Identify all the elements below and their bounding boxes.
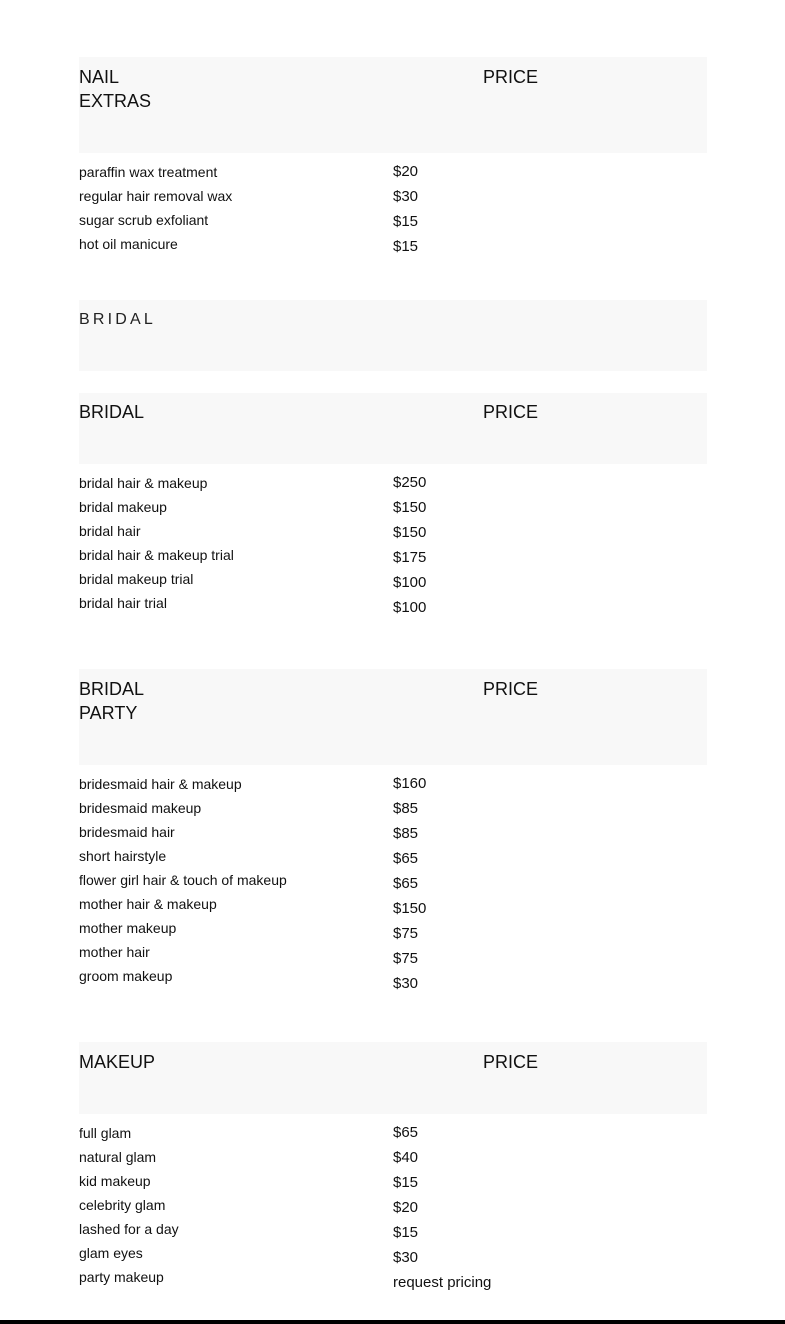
bridal-party-title <box>79 678 144 725</box>
service-price: $175 <box>393 549 427 566</box>
title-line: NAIL <box>79 67 120 87</box>
service-price: $75 <box>393 925 419 942</box>
service-name: mother hair <box>79 944 150 960</box>
service-name: paraffin wax treatment <box>79 164 218 180</box>
service-price: $20 <box>393 1199 419 1216</box>
service-price: $65 <box>393 850 419 867</box>
service-name: bridal hair <box>79 523 141 539</box>
service-price: $20 <box>393 163 419 180</box>
bridal-party-header <box>79 669 707 765</box>
price-column-header: PRICE <box>483 67 539 87</box>
makeup-title: MAKEUP <box>79 1052 156 1072</box>
service-price: $250 <box>393 474 427 491</box>
service-price: $65 <box>393 875 419 892</box>
service-name: mother hair & makeup <box>79 896 217 912</box>
service-price: $150 <box>393 524 427 541</box>
service-price: $30 <box>393 188 419 205</box>
service-price: $100 <box>393 574 427 591</box>
service-name: bridal makeup trial <box>79 571 194 587</box>
makeup-header <box>79 1042 707 1114</box>
service-price: $15 <box>393 213 419 230</box>
bridal-category-banner <box>79 300 707 371</box>
price-column-header: PRICE <box>483 679 539 699</box>
service-price: $15 <box>393 1224 419 1241</box>
service-name: bridal makeup <box>79 499 167 515</box>
category-title: BRIDAL <box>79 311 156 328</box>
service-name: bridal hair trial <box>79 595 167 611</box>
price-column-header: PRICE <box>483 402 539 422</box>
service-price: $160 <box>393 775 427 792</box>
service-price: $30 <box>393 1249 419 1266</box>
service-name: sugar scrub exfoliant <box>79 212 209 228</box>
service-price: $85 <box>393 800 419 817</box>
service-price: $15 <box>393 238 419 255</box>
service-name: natural glam <box>79 1149 157 1165</box>
service-name: kid makeup <box>79 1173 151 1189</box>
price-column-header: PRICE <box>483 1052 539 1072</box>
service-name: groom makeup <box>79 968 173 984</box>
title-line: PARTY <box>79 702 138 723</box>
service-name: flower girl hair & touch of makeup <box>79 872 287 888</box>
service-name: bridesmaid hair & makeup <box>79 776 242 792</box>
service-name: bridesmaid hair <box>79 824 175 840</box>
service-name: glam eyes <box>79 1245 143 1261</box>
service-name: hot oil manicure <box>79 236 178 252</box>
bottom-border <box>0 1320 785 1324</box>
service-name: full glam <box>79 1125 132 1141</box>
service-price: $150 <box>393 900 427 917</box>
service-name: celebrity glam <box>79 1197 166 1213</box>
nail-extras-title <box>79 66 151 113</box>
service-price: $75 <box>393 950 419 967</box>
service-name: bridal hair & makeup <box>79 475 208 491</box>
service-price: request pricing <box>393 1274 492 1291</box>
service-name: lashed for a day <box>79 1221 179 1237</box>
service-price: $15 <box>393 1174 419 1191</box>
service-price: $150 <box>393 499 427 516</box>
service-price: $40 <box>393 1149 419 1166</box>
service-price: $65 <box>393 1124 419 1141</box>
service-name: bridal hair & makeup trial <box>79 547 234 563</box>
service-price: $30 <box>393 975 419 992</box>
title-line: EXTRAS <box>79 90 152 111</box>
service-price: $100 <box>393 599 427 616</box>
service-name: short hairstyle <box>79 848 167 864</box>
service-name: bridesmaid makeup <box>79 800 202 816</box>
service-name: mother makeup <box>79 920 177 936</box>
bridal-header <box>79 393 707 464</box>
bridal-title: BRIDAL <box>79 402 145 422</box>
nail-extras-header <box>79 57 707 153</box>
service-name: regular hair removal wax <box>79 188 233 204</box>
service-price: $85 <box>393 825 419 842</box>
service-name: party makeup <box>79 1269 164 1285</box>
title-line: BRIDAL <box>79 679 145 699</box>
